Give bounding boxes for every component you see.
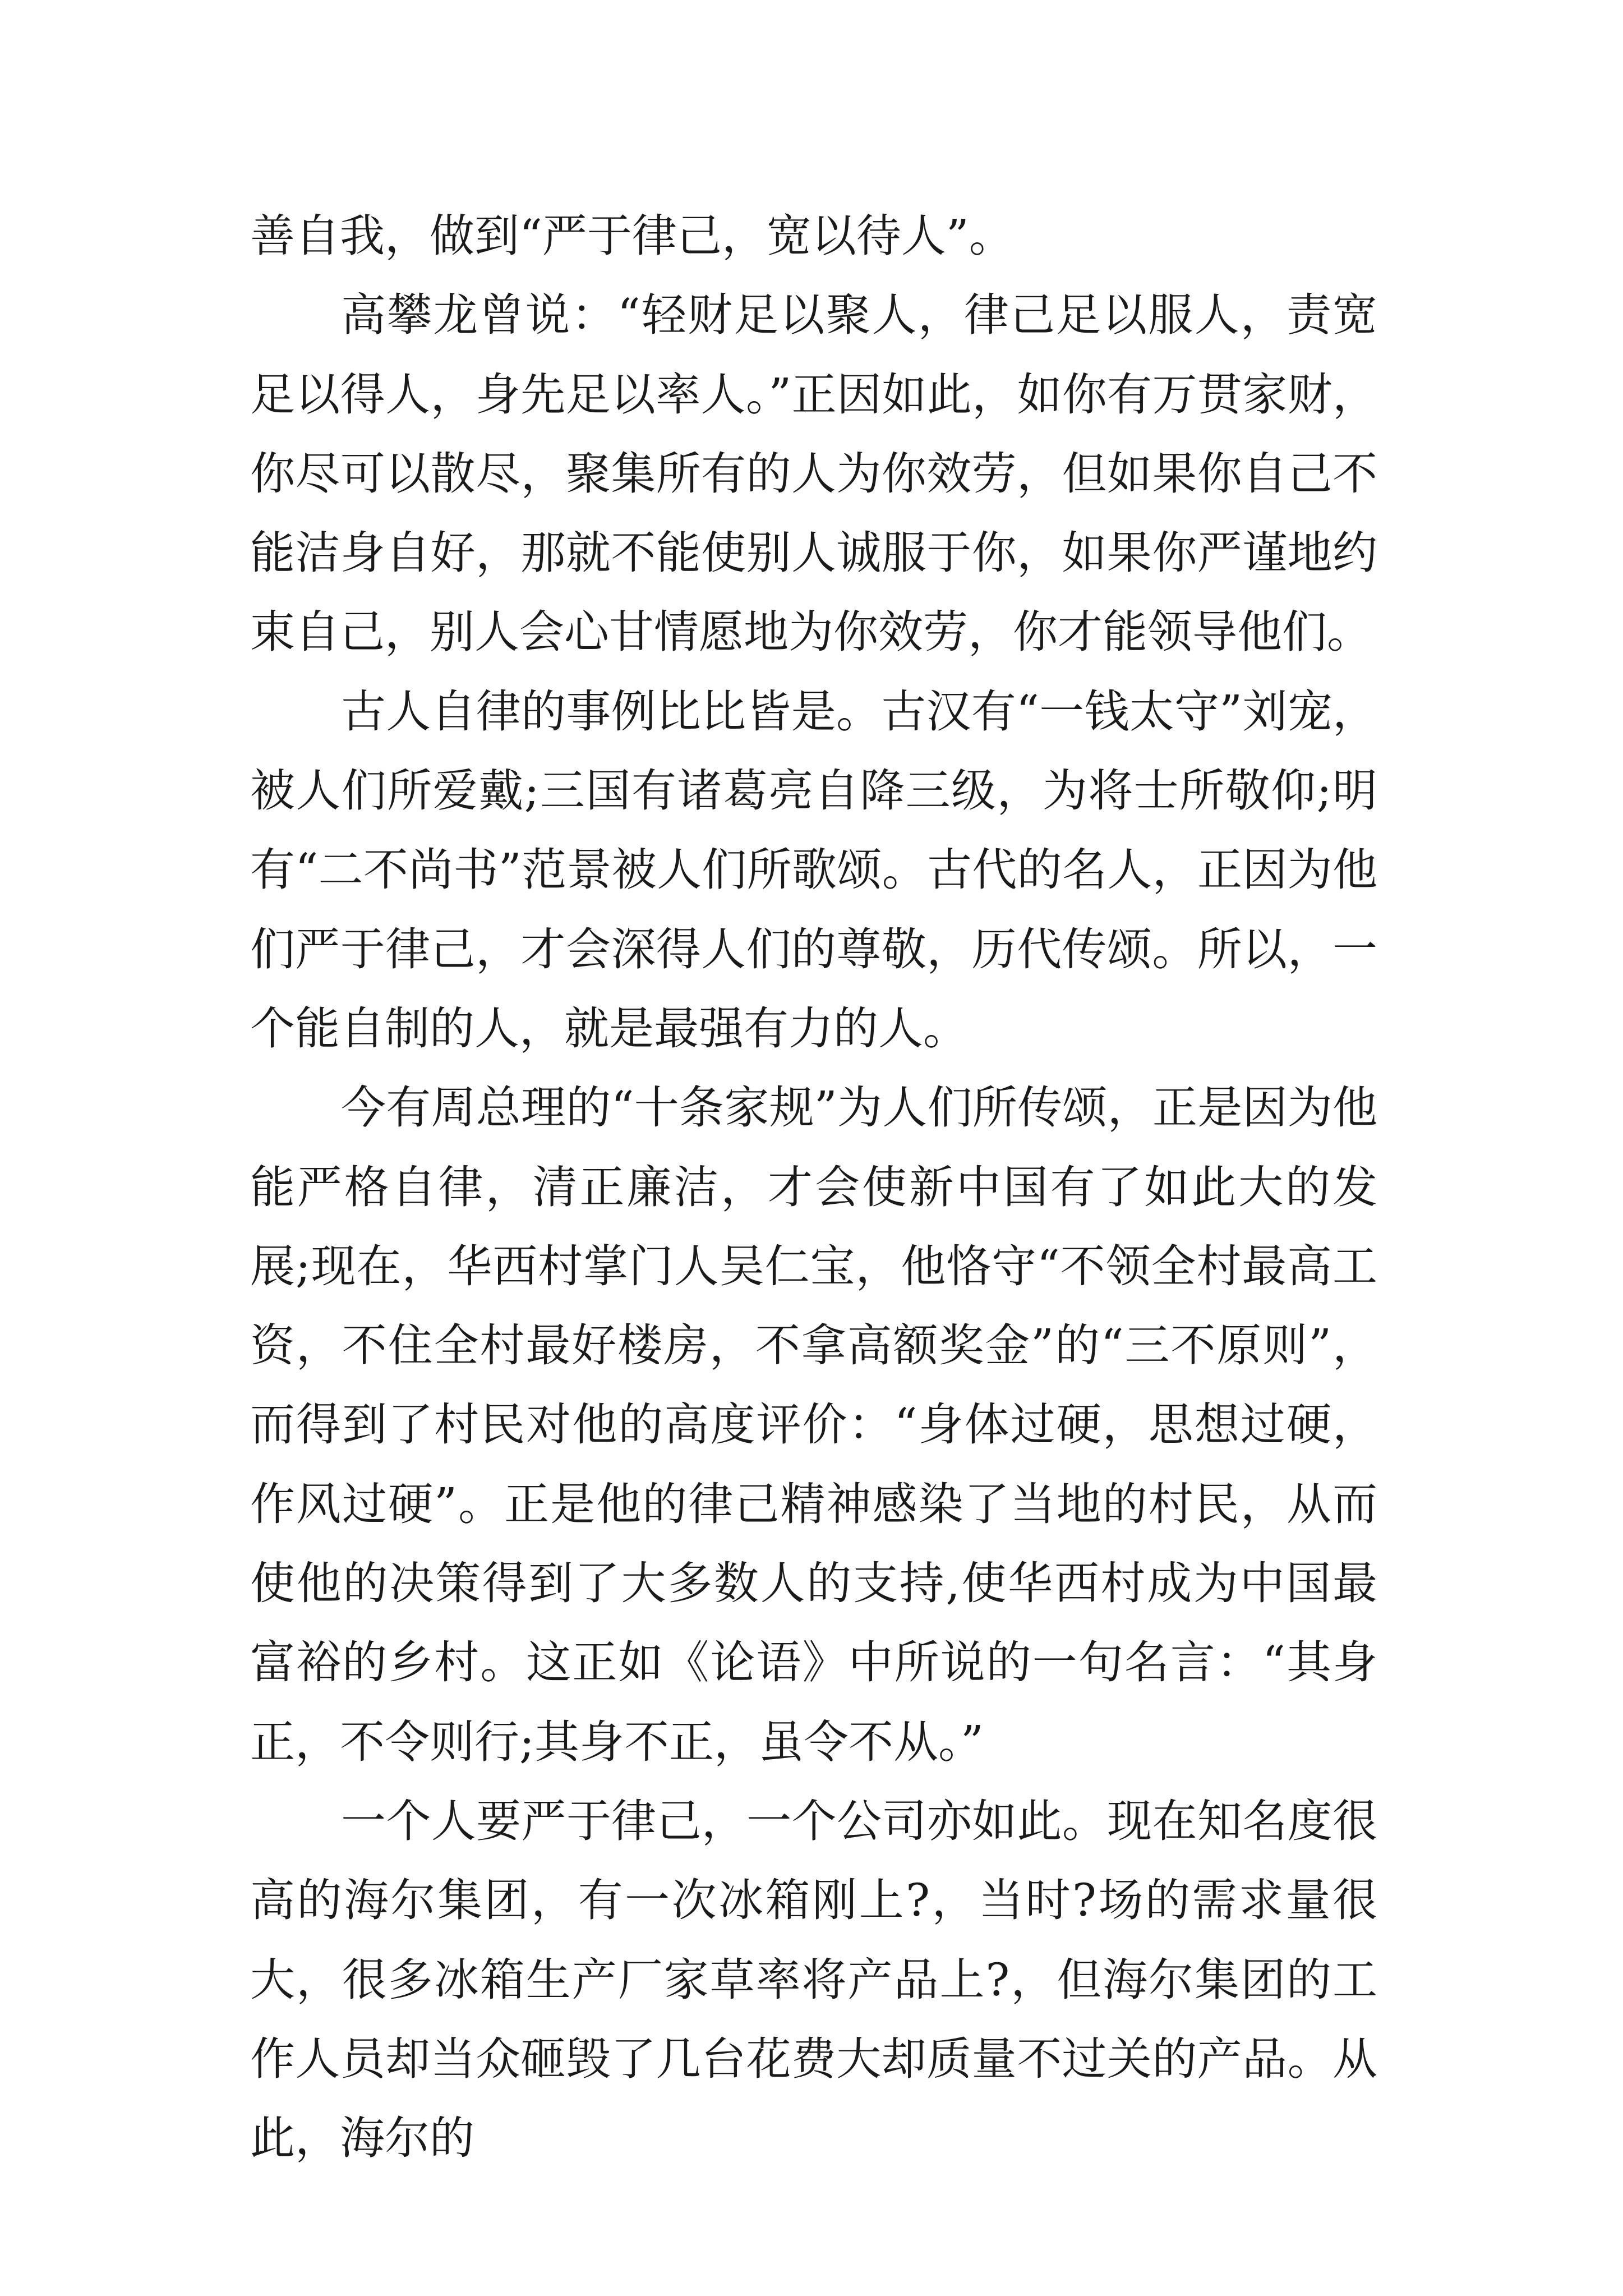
paragraph-5: 一个人要严于律己，一个公司亦如此。现在知名度很高的海尔集团，有一次冰箱刚上?，当时?场的需求量很大，很多冰箱生产厂家草率将产品上?，但海尔集团的工作人员却当众砸毁了几台花费大却质量不过关的产品。从此，海尔的: [250, 1795, 1377, 2165]
paragraph-4: 今有周总理的“十条家规”为人们所传颂，正是因为他能严格自律，清正廉洁，才会使新中国有了如此大的发展;现在，华西村掌门人吴仁宝，他恪守“不领全村最高工资，不住全村最好楼房，不拿高额奖金”的“三不原则”，而得到了村民对他的高度评价：“身体过硬，思想过硬，作风过硬”。正是他的律己精神感染了当地的村民，从而使他的决策得到了大多数人的支持,使华西村成为中国最富裕的乡村。这正如《论语》中所说的一句名言：“其身正，不令则行;其身不正，虽令不从。”: [250, 1082, 1377, 1768]
paragraph-3: 古人自律的事例比比皆是。古汉有“一钱太守”刘宠，被人们所爱戴;三国有诸葛亮自降三级，为将士所敬仰;明有“二不尚书”范景被人们所歌颂。古代的名人，正因为他们严于律己，才会深得人们的尊敬，历代传颂。所以，一个能自制的人，就是最强有力的人。: [250, 685, 1377, 1055]
paragraph-1: 善自我，做到“严于律己，宽以待人”。: [250, 210, 1014, 262]
paragraph-2: 高攀龙曾说：“轻财足以聚人，律己足以服人，责宽足以得人，身先足以率人。”正因如此，如你有万贯家财，你尽可以散尽，聚集所有的人为你效劳，但如果你自己不能洁身自好，那就不能使别人诚服于你，如果你严谨地约束自己，别人会心甘情愿地为你效劳，你才能领导他们。: [250, 289, 1377, 659]
document-body: [250, 196, 1377, 2178]
